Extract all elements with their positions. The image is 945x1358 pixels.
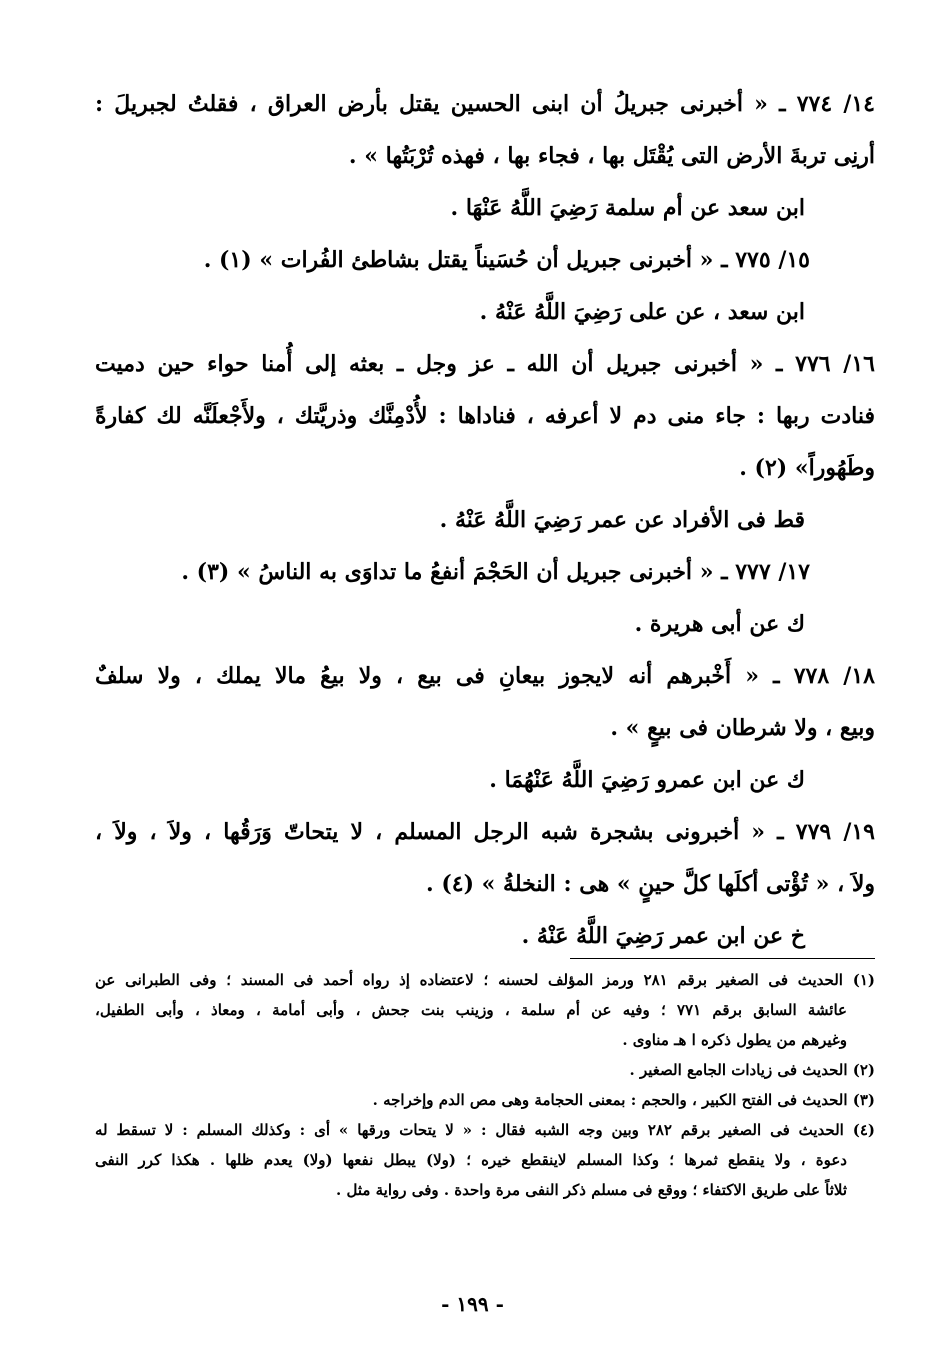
hadith-779-line-2: ولاَ ، « تُؤْتى أكلَها كلَّ حينٍ » هى : النخلةُ » (٤) . [426,871,875,897]
footnote-2: (٢) الحديث فى زيادات الجامع الصغير . [629,1061,875,1079]
hadith-778-line-2: وبيع ، ولا شرطان فى بيعٍ » . [610,715,875,741]
footnote-1-line-1: (١) الحديث فى الصغير برقم ٢٨١ ورمز المؤلف لحسنه ؛ لاعتضاده إذ رواه أحمد فى المسند ؛ وفى الطبرانى عن [95,971,875,989]
main-text [95,78,875,962]
hadith-777: ١٧/ ٧٧٧ ـ « أخبرنى جبريل أن الحَجْمَ أنفعُ ما تداوَى به الناسُ » (٣) . [181,559,810,585]
footnote-4-line-3: ثلاثاً على طريق الاكتفاء ؛ ووقع فى مسلم ذكر النفى مرة واحدة . وفى رواية مثل . [336,1181,847,1199]
hadith-774-line-2: أرنِى تربةَ الأرض التى يُقْتَل بها ، فجاء بها ، فهذه تُرْبَتُها » . [348,143,875,169]
hadith-776-line-2: فنادت ربها : جاء منى دم لا أعرفه ، فناداها : لأُدْمِنَّك وذريَّتك ، ولأَجْعلَنَّه لك كفارةً [95,403,875,429]
hadith-776-line-1: ١٦/ ٧٧٦ ـ « أخبرنى جبريل أن الله ـ عز وجل ـ بعثه إلى أُمنا حواء حين دميت [95,351,875,377]
source-775: ابن سعد ، عن على رَضِيَ اللَّهُ عَنْهُ . [479,299,805,325]
footnote-4-line-2: دعوة ، ولا ينقطع ثمرها ؛ وكذا المسلم لاينقطع خيره ؛ (ولا) يبطل نفعها (ولا) يعدم ظلها . هكذا كرر النفى [95,1151,847,1169]
hadith-775: ١٥/ ٧٧٥ ـ « أخبرنى جبريل أن حُسَيناً يقتل بشاطئ الفُرات » (١) . [203,247,810,273]
hadith-779-line-1: ١٩/ ٧٧٩ ـ « أخبرونى بشجرة شبه الرجل المسلم ، لا يتحاتّ وَرَقُها ، ولاَ ، ولاَ ، [95,819,875,845]
footnotes [95,965,875,1205]
footnote-separator [570,958,875,959]
footnote-3: (٣) الحديث فى الفتح الكبير ، والحجم : بمعنى الحجامة وهى مص الدم وإخراجه . [372,1091,875,1109]
source-779: خ عن ابن عمر رَضِيَ اللَّهُ عَنْهُ . [521,923,805,949]
footnote-1-line-3: وغيرهم من يطول ذكره ا هـ مناوى . [622,1031,847,1049]
hadith-774-line-1: ١٤/ ٧٧٤ ـ « أخبرنى جبريلُ أن ابنى الحسين يقتل بأرض العراق ، فقلتُ لجبريلَ : [95,91,875,117]
footnote-4-line-1: (٤) الحديث فى الصغير برقم ٢٨٢ وبين وجه الشبه فقال : « لا يتحات ورقها » أى : وكذلك المسلم : لا تسقط له [95,1121,875,1139]
hadith-776-line-3: وطَهُوراً» (٢) . [739,455,875,481]
page-number: - ١٩٩ - [441,1292,504,1316]
footnote-1-line-2: عائشة السابق برقم ٧٧١ ؛ وفيه عن أم سلمة ، وزينب بنت جحش ، وأبى أمامة ، ومعاذ ، وأبى الطفيل، [95,1001,847,1019]
source-776: قط فى الأفراد عن عمر رَضِيَ اللَّهُ عَنْهُ . [439,507,805,533]
source-777: ك عن أبى هريرة . [634,611,805,637]
source-774: ابن سعد عن أم سلمة رَضِيَ اللَّهُ عَنْهَا . [450,195,805,221]
hadith-778-line-1: ١٨/ ٧٧٨ ـ « أَخْبرهم أنه لايجوز بيعانِ فى بيع ، ولا بيعُ مالا يملك ، ولا سلفٌ [95,663,875,689]
source-778: ك عن ابن عمرو رَضِيَ اللَّهُ عَنْهُمَا . [489,767,805,793]
